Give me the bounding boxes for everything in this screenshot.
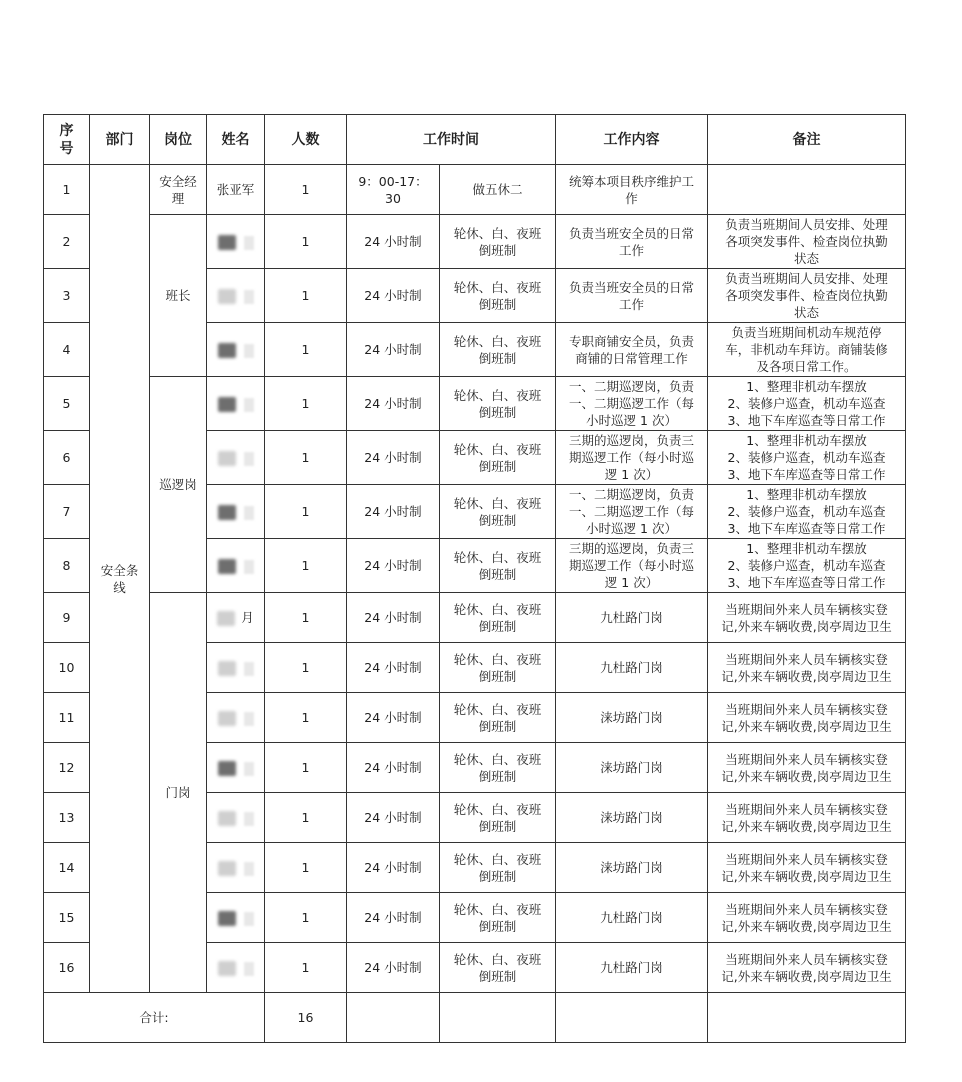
row-name	[207, 943, 265, 993]
row-content: 负责当班安全员的日常 工作	[556, 269, 708, 323]
row-count: 1	[265, 643, 347, 693]
row-name	[207, 693, 265, 743]
row-count: 1	[265, 165, 347, 215]
row-seq: 10	[44, 643, 90, 693]
table-row	[44, 165, 906, 215]
row-hours: 24 小时制	[347, 323, 440, 377]
row-note: 当班期间外来人员车辆核实登 记,外来车辆收费,岗亭周边卫生	[708, 843, 906, 893]
staff-schedule-table	[43, 114, 906, 1043]
row-hours: 24 小时制	[347, 539, 440, 593]
row-count: 1	[265, 943, 347, 993]
staff-schedule-document	[43, 114, 905, 1044]
header-post: 岗位	[150, 115, 207, 165]
redacted-name-mark	[218, 451, 236, 466]
redacted-name-mark	[218, 761, 236, 776]
row-seq: 5	[44, 377, 90, 431]
post-patrol: 巡逻岗	[150, 377, 207, 593]
table-row	[44, 377, 906, 431]
row-count: 1	[265, 539, 347, 593]
redacted-name-mark	[218, 961, 236, 976]
redacted-name-mark	[218, 343, 236, 358]
row-hours: 24 小时制	[347, 215, 440, 269]
row-shift: 轮休、白、夜班 倒班制	[440, 693, 556, 743]
row-content: 一、二期巡逻岗，负责 一、二期巡逻工作（每 小时巡逻 1 次）	[556, 485, 708, 539]
row-hours: 24 小时制	[347, 793, 440, 843]
row-name	[207, 431, 265, 485]
row-hours: 24 小时制	[347, 693, 440, 743]
row-name	[207, 539, 265, 593]
row-hours: 24 小时制	[347, 593, 440, 643]
row-content: 九杜路门岗	[556, 943, 708, 993]
row-shift: 轮休、白、夜班 倒班制	[440, 431, 556, 485]
row-count: 1	[265, 893, 347, 943]
row-shift: 轮休、白、夜班 倒班制	[440, 643, 556, 693]
row-count: 1	[265, 377, 347, 431]
row-seq: 6	[44, 431, 90, 485]
row-content: 三期的巡逻岗，负责三 期巡逻工作（每小时巡 逻 1 次）	[556, 431, 708, 485]
redacted-name-mark	[218, 289, 236, 304]
row-seq: 1	[44, 165, 90, 215]
row-hours: 24 小时制	[347, 377, 440, 431]
row-shift: 轮休、白、夜班 倒班制	[440, 539, 556, 593]
row-seq: 9	[44, 593, 90, 643]
row-name	[207, 793, 265, 843]
row-shift: 轮休、白、夜班 倒班制	[440, 215, 556, 269]
total-empty-cell	[556, 993, 708, 1043]
redacted-name-mark	[244, 812, 254, 826]
row-content: 一、二期巡逻岗，负责 一、二期巡逻工作（每 小时巡逻 1 次）	[556, 377, 708, 431]
row-name	[207, 643, 265, 693]
row-count: 1	[265, 431, 347, 485]
redacted-name-mark	[244, 560, 254, 574]
redacted-name-mark	[244, 762, 254, 776]
row-note: 当班期间外来人员车辆核实登 记,外来车辆收费,岗亭周边卫生	[708, 743, 906, 793]
row-hours: 24 小时制	[347, 843, 440, 893]
header-note: 备注	[708, 115, 906, 165]
row-hours: 24 小时制	[347, 431, 440, 485]
row-note: 1、整理非机动车摆放 2、装修户巡查，机动车巡查 3、地下车库巡查等日常工作	[708, 431, 906, 485]
redacted-name-mark	[244, 452, 254, 466]
row-shift: 轮休、白、夜班 倒班制	[440, 323, 556, 377]
row-hours: 9：00-17： 30	[347, 165, 440, 215]
row-name: 张亚军	[207, 165, 265, 215]
row-count: 1	[265, 593, 347, 643]
row-name	[207, 485, 265, 539]
row-name	[207, 377, 265, 431]
row-seq: 4	[44, 323, 90, 377]
row-shift: 轮休、白、夜班 倒班制	[440, 843, 556, 893]
row-shift: 做五休二	[440, 165, 556, 215]
table-row	[44, 593, 906, 643]
redacted-name-mark	[218, 811, 236, 826]
redacted-name-mark	[217, 611, 235, 626]
row-name	[207, 893, 265, 943]
row-shift: 轮休、白、夜班 倒班制	[440, 485, 556, 539]
redacted-name-mark	[244, 290, 254, 304]
row-seq: 11	[44, 693, 90, 743]
row-name	[207, 269, 265, 323]
row-shift: 轮休、白、夜班 倒班制	[440, 269, 556, 323]
post-manager: 安全经 理	[150, 165, 207, 215]
row-hours: 24 小时制	[347, 485, 440, 539]
row-note: 1、整理非机动车摆放 2、装修户巡查，机动车巡查 3、地下车库巡查等日常工作	[708, 485, 906, 539]
dept-cell: 安全条 线	[90, 165, 150, 993]
row-count: 1	[265, 793, 347, 843]
row-content: 涞坊路门岗	[556, 793, 708, 843]
header-work-time: 工作时间	[347, 115, 556, 165]
row-note: 当班期间外来人员车辆核实登 记,外来车辆收费,岗亭周边卫生	[708, 943, 906, 993]
row-name	[207, 593, 265, 643]
row-content: 三期的巡逻岗，负责三 期巡逻工作（每小时巡 逻 1 次）	[556, 539, 708, 593]
row-name	[207, 843, 265, 893]
row-shift: 轮休、白、夜班 倒班制	[440, 893, 556, 943]
header-dept: 部门	[90, 115, 150, 165]
total-empty-cell	[347, 993, 440, 1043]
row-count: 1	[265, 215, 347, 269]
row-name	[207, 323, 265, 377]
row-content: 九杜路门岗	[556, 593, 708, 643]
header-work-content: 工作内容	[556, 115, 708, 165]
row-seq: 16	[44, 943, 90, 993]
total-value: 16	[265, 993, 347, 1043]
redacted-name-mark	[244, 398, 254, 412]
row-content: 涞坊路门岗	[556, 693, 708, 743]
row-seq: 2	[44, 215, 90, 269]
redacted-name-mark	[244, 862, 254, 876]
row-count: 1	[265, 269, 347, 323]
post-leader: 班长	[150, 215, 207, 377]
row-seq: 15	[44, 893, 90, 943]
row-note: 当班期间外来人员车辆核实登 记,外来车辆收费,岗亭周边卫生	[708, 693, 906, 743]
row-hours: 24 小时制	[347, 943, 440, 993]
row-count: 1	[265, 485, 347, 539]
row-note: 1、整理非机动车摆放 2、装修户巡查，机动车巡查 3、地下车库巡查等日常工作	[708, 539, 906, 593]
row-hours: 24 小时制	[347, 743, 440, 793]
row-hours: 24 小时制	[347, 643, 440, 693]
row-content: 九杜路门岗	[556, 893, 708, 943]
row-seq: 3	[44, 269, 90, 323]
post-gate: 门岗	[150, 593, 207, 993]
row-note: 负责当班期间机动车规范停 车，非机动车拜访。商铺装修 及各项日常工作。	[708, 323, 906, 377]
row-note: 当班期间外来人员车辆核实登 记,外来车辆收费,岗亭周边卫生	[708, 893, 906, 943]
row-seq: 12	[44, 743, 90, 793]
redacted-name-mark	[244, 912, 254, 926]
redacted-name-mark	[218, 661, 236, 676]
row-name-text: 月	[241, 610, 254, 625]
row-count: 1	[265, 843, 347, 893]
redacted-name-mark	[244, 662, 254, 676]
row-shift: 轮休、白、夜班 倒班制	[440, 743, 556, 793]
row-seq: 7	[44, 485, 90, 539]
redacted-name-mark	[244, 344, 254, 358]
row-note: 负责当班期间人员安排、处理 各项突发事件、检查岗位执勤 状态	[708, 215, 906, 269]
row-count: 1	[265, 323, 347, 377]
row-seq: 13	[44, 793, 90, 843]
row-content: 九杜路门岗	[556, 643, 708, 693]
row-note: 负责当班期间人员安排、处理 各项突发事件、检查岗位执勤 状态	[708, 269, 906, 323]
row-note	[708, 165, 906, 215]
total-empty-cell	[440, 993, 556, 1043]
redacted-name-mark	[218, 397, 236, 412]
row-content: 负责当班安全员的日常 工作	[556, 215, 708, 269]
row-count: 1	[265, 743, 347, 793]
row-content: 专职商铺安全员，负责 商铺的日常管理工作	[556, 323, 708, 377]
row-note: 当班期间外来人员车辆核实登 记,外来车辆收费,岗亭周边卫生	[708, 643, 906, 693]
row-name	[207, 743, 265, 793]
redacted-name-mark	[218, 711, 236, 726]
redacted-name-mark	[244, 962, 254, 976]
total-empty-cell	[708, 993, 906, 1043]
row-content: 统筹本项目秩序维护工 作	[556, 165, 708, 215]
row-seq: 8	[44, 539, 90, 593]
redacted-name-mark	[244, 236, 254, 250]
row-content: 涞坊路门岗	[556, 743, 708, 793]
row-seq: 14	[44, 843, 90, 893]
header-seq: 序 号	[44, 115, 90, 165]
redacted-name-mark	[244, 712, 254, 726]
header-count: 人数	[265, 115, 347, 165]
row-shift: 轮休、白、夜班 倒班制	[440, 943, 556, 993]
header-name: 姓名	[207, 115, 265, 165]
row-note: 当班期间外来人员车辆核实登 记,外来车辆收费,岗亭周边卫生	[708, 593, 906, 643]
redacted-name-mark	[244, 506, 254, 520]
redacted-name-mark	[218, 505, 236, 520]
row-note: 当班期间外来人员车辆核实登 记,外来车辆收费,岗亭周边卫生	[708, 793, 906, 843]
total-row	[44, 993, 906, 1043]
table-row	[44, 215, 906, 269]
redacted-name-mark	[218, 235, 236, 250]
row-count: 1	[265, 693, 347, 743]
redacted-name-mark	[218, 911, 236, 926]
redacted-name-mark	[218, 861, 236, 876]
row-hours: 24 小时制	[347, 269, 440, 323]
row-hours: 24 小时制	[347, 893, 440, 943]
row-shift: 轮休、白、夜班 倒班制	[440, 593, 556, 643]
row-shift: 轮休、白、夜班 倒班制	[440, 793, 556, 843]
header-row	[44, 115, 906, 165]
row-shift: 轮休、白、夜班 倒班制	[440, 377, 556, 431]
total-label: 合计:	[44, 993, 265, 1043]
row-note: 1、整理非机动车摆放 2、装修户巡查，机动车巡查 3、地下车库巡查等日常工作	[708, 377, 906, 431]
redacted-name-mark	[218, 559, 236, 574]
row-content: 涞坊路门岗	[556, 843, 708, 893]
row-name	[207, 215, 265, 269]
